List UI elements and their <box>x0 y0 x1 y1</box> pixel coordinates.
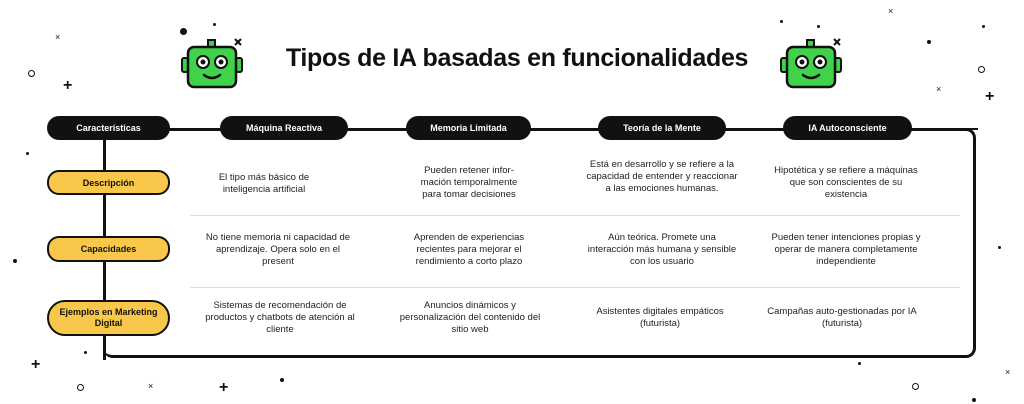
circle-icon <box>77 384 84 391</box>
circle-icon <box>912 383 919 390</box>
robot-icon <box>180 36 244 92</box>
circle-icon <box>978 66 985 73</box>
dot-icon <box>26 152 29 155</box>
header-ia-autoconsciente: IA Autoconsciente <box>783 116 912 140</box>
cell-descripcion-memoria: Pueden retener infor-mación temporalmente para tomar decisiones <box>420 165 518 200</box>
dot-icon <box>927 40 931 44</box>
dot-icon <box>817 25 820 28</box>
cell-ejemplos-autoconsciente: Campañas auto-gestionadas por IA (futurista) <box>767 306 917 329</box>
dot-icon <box>858 362 861 365</box>
dot-icon <box>13 259 17 263</box>
cell-ejemplos-reactiva: Sistemas de recomendación de productos y chatbots de atención al cliente <box>205 300 355 335</box>
dot-icon <box>180 28 187 35</box>
dot-icon <box>982 25 985 28</box>
sparkle-icon: + <box>31 356 41 373</box>
cell-capacidades-autoconsciente: Pueden tener intenciones propias y operar de manera completamente independiente <box>771 232 921 267</box>
x-icon: × <box>888 6 894 16</box>
dot-icon <box>280 378 284 382</box>
cell-capacidades-teoria: Aún teórica. Promete una interacción más humana y sensible con los usuario <box>587 232 737 267</box>
header-teoria-mente: Teoría de la Mente <box>598 116 726 140</box>
x-icon: × <box>936 84 942 94</box>
x-icon: × <box>55 32 61 42</box>
row-label-capacidades: Capacidades <box>47 236 170 262</box>
sparkle-icon: + <box>985 88 995 105</box>
row-label-ejemplos: Ejemplos en Marketing Digital <box>47 300 170 336</box>
cell-ejemplos-teoria: Asistentes digitales empáticos (futurista) <box>596 306 724 329</box>
row-divider <box>190 215 960 216</box>
row-divider <box>190 287 960 288</box>
dot-icon <box>213 23 216 26</box>
header-maquina-reactiva: Máquina Reactiva <box>220 116 348 140</box>
cell-capacidades-memoria: Aprenden de experiencias recientes para mejorar el rendimiento a corto plazo <box>413 232 525 267</box>
header-characteristics: Características <box>47 116 170 140</box>
dot-icon <box>998 246 1001 249</box>
dot-icon <box>780 20 783 23</box>
header-memoria-limitada: Memoria Limitada <box>406 116 531 140</box>
x-icon: × <box>148 381 154 391</box>
robot-icon <box>779 36 843 92</box>
dot-icon <box>972 398 976 402</box>
page-title: Tipos de IA basadas en funcionalidades <box>285 44 749 72</box>
cell-descripcion-reactiva: El tipo más básico de inteligencia artificial <box>218 172 310 195</box>
cell-descripcion-autoconsciente: Hipotética y se refiere a máquinas que son conscientes de su existencia <box>774 165 918 200</box>
row-label-descripcion: Descripción <box>47 170 170 195</box>
cell-capacidades-reactiva: No tiene memoria ni capacidad de aprendizaje. Opera solo en el present <box>205 232 351 267</box>
sparkle-icon: + <box>63 77 73 94</box>
dot-icon <box>84 351 87 354</box>
sparkle-icon: + <box>219 379 229 396</box>
circle-icon <box>28 70 35 77</box>
cell-ejemplos-memoria: Anuncios dinámicos y personalización del contenido del sitio web <box>399 300 541 335</box>
x-icon: × <box>1005 367 1011 377</box>
cell-descripcion-teoria: Está en desarrollo y se refiere a la capacidad de entender y reaccionar a las emociones humanas. <box>586 159 738 194</box>
